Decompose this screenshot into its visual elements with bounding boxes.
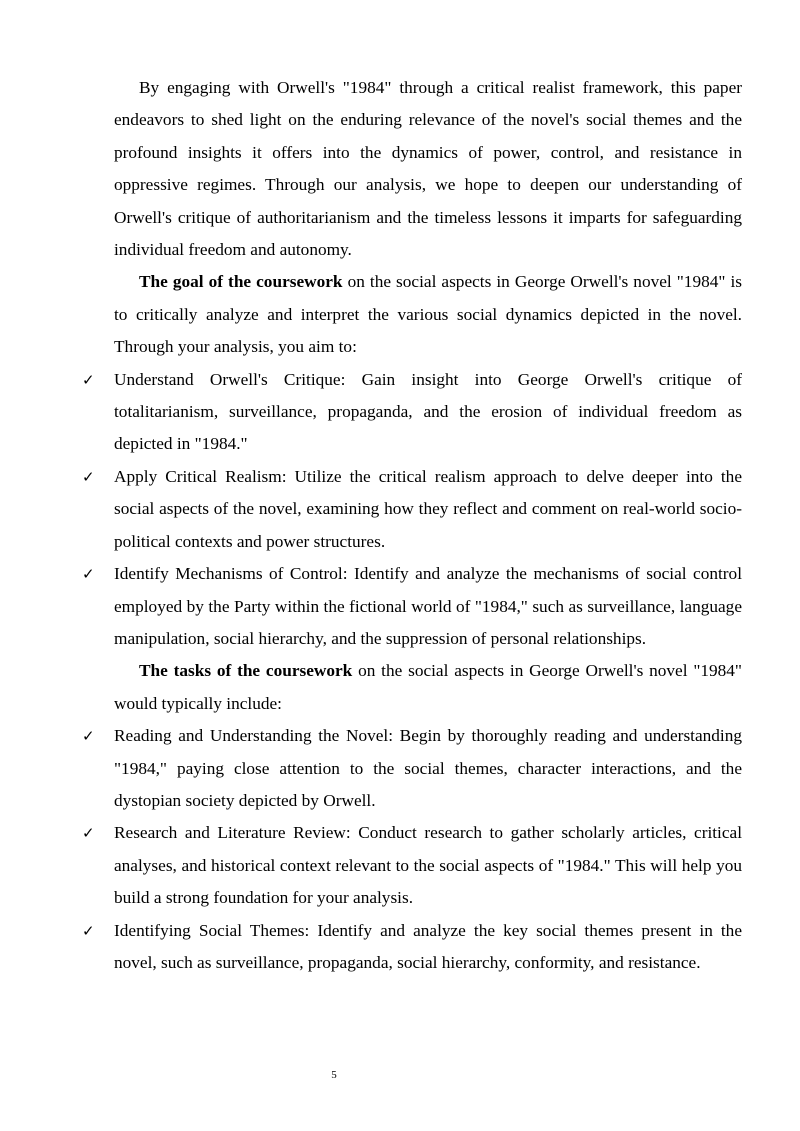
tasks-paragraph — [114, 655, 742, 720]
task-item-text: Identifying Social Themes: Identify and analyze the key social themes present in the novel, such as surveillance, propaganda, social hierarchy, conformity, and resistance. — [114, 920, 742, 972]
page-number: 5 — [331, 1069, 337, 1081]
task-item-text: Reading and Understanding the Novel: Begin by thoroughly reading and understanding "1984," paying close attention to the social themes, character interactions, and the dystopian society depicted by Orwell. — [114, 726, 742, 810]
goal-text: on the social aspects in George Orwell's novel "1984" is to critically analyze and interpret the various social dynamics depicted in the novel. Through your analysis, you aim to: — [114, 272, 742, 357]
checkmark-icon: ✓ — [82, 727, 95, 746]
goals-list — [82, 364, 742, 656]
intro-paragraph: By engaging with Orwell's "1984" through a critical realist framework, this paper endeavors to shed light on the enduring relevance of the novel's social themes and the profound insights it offers into the dynamics of power, control, and resistance in oppressive regimes. Through our analysis, we hope to deepen our understanding of Orwell's critique of authoritarianism and the timeless lessons it imparts for safeguarding individual freedom and autonomy. — [114, 78, 742, 260]
checkmark-icon: ✓ — [82, 467, 95, 486]
checkmark-icon: ✓ — [82, 824, 95, 843]
tasks-heading: The tasks of the coursework — [139, 661, 353, 681]
goal-paragraph — [114, 266, 742, 363]
goal-heading: The goal of the coursework — [139, 272, 343, 292]
task-item-text: Research and Literature Review: Conduct research to gather scholarly articles, critical analyses, and historical context relevant to the social aspects of "1984." This will help you build a strong foundation for your analysis. — [114, 823, 742, 908]
page-body — [82, 72, 742, 979]
goal-item-text: Understand Orwell's Critique: Gain insight into George Orwell's critique of totalitarianism, surveillance, propaganda, and the erosion of individual freedom as depicted in "1984." — [114, 369, 742, 454]
tasks-list — [82, 720, 742, 979]
list-item — [82, 817, 742, 914]
list-item — [82, 720, 742, 817]
list-item — [82, 558, 742, 655]
goal-item-text: Identify Mechanisms of Control: Identify and analyze the mechanisms of social control employed by the Party within the fictional world of "1984," such as surveillance, language manipulation, social hierarchy, and the suppression of personal relationships. — [114, 564, 742, 648]
checkmark-icon: ✓ — [82, 370, 95, 389]
checkmark-icon: ✓ — [82, 565, 95, 584]
goal-item-text: Apply Critical Realism: Utilize the critical realism approach to delve deeper into the social aspects of the novel, examining how they reflect and comment on real-world socio-political contexts and power structures. — [114, 466, 742, 551]
tasks-text: on the social aspects in George Orwell's novel "1984" would typically include: — [114, 661, 742, 713]
list-item — [82, 364, 742, 461]
checkmark-icon: ✓ — [82, 921, 95, 940]
list-item — [82, 915, 742, 980]
list-item — [82, 461, 742, 558]
